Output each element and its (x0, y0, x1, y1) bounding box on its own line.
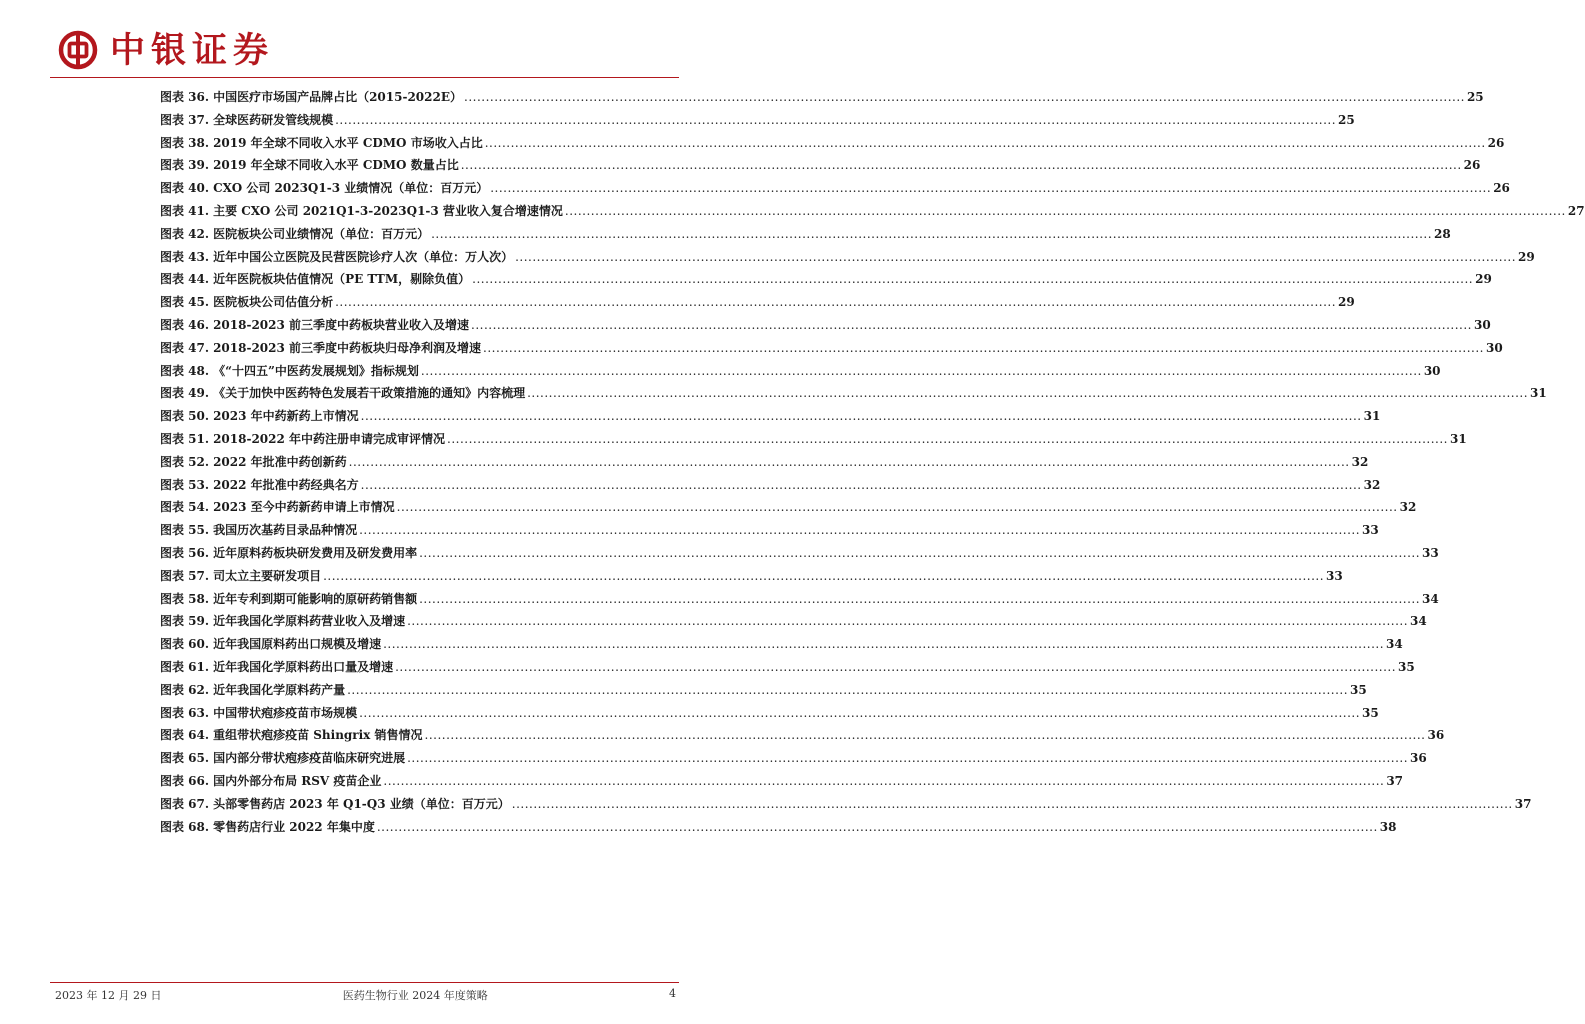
toc-leader-dots (447, 428, 1448, 451)
toc-entry-title: 近年医院板块估值情况（PE TTM，剔除负值） (213, 272, 471, 287)
toc-entry-page: 31 (1530, 386, 1547, 401)
toc-entry-title: 2022 年批准中药创新药 (213, 454, 347, 469)
toc-entry-title: 2022 年批准中药经典名方 (213, 477, 359, 492)
toc-entry-title: 国内外部分布局 RSV 疫苗企业 (213, 773, 382, 788)
toc-entry-page: 26 (1463, 158, 1481, 173)
toc-leader-dots (490, 177, 1491, 200)
toc-entry-title: 2023 年中药新药上市情况 (213, 409, 359, 424)
toc-leader-dots (527, 382, 1528, 405)
footer-report-title: 医药生物行业 2024 年度策略 (342, 989, 488, 1002)
toc-entry-label: 图表 49. (160, 386, 210, 401)
toc-leader-dots (359, 702, 1360, 725)
bank-of-china-logo-icon (58, 30, 98, 70)
toc-leader-dots (461, 154, 1462, 177)
toc-entry-label: 图表 44. (160, 272, 210, 287)
toc-entry-label: 图表 57. (160, 568, 210, 583)
toc-entry-title: 医院板块公司业绩情况（单位：百万元） (213, 226, 430, 241)
toc-entry-label: 图表 37. (160, 112, 210, 127)
toc-entry-label: 图表 51. (160, 431, 210, 446)
toc-entry-label: 图表 59. (160, 614, 210, 629)
toc-entry-label: 图表 47. (160, 340, 210, 355)
toc-entry-title: 近年我国化学原料药出口量及增速 (213, 659, 394, 674)
toc-entry-label: 图表 39. (160, 158, 210, 173)
toc-entry-label: 图表 54. (160, 500, 210, 515)
toc-leader-dots (565, 200, 1566, 223)
toc-entry-label: 图表 38. (160, 135, 210, 150)
toc-entry-page: 33 (1422, 545, 1439, 560)
toc-entry[interactable] (160, 747, 1427, 770)
toc-entry[interactable] (160, 223, 1451, 246)
toc-entry-page: 31 (1363, 409, 1381, 424)
toc-entry-page: 36 (1427, 728, 1445, 743)
toc-entry[interactable] (160, 200, 1585, 223)
toc-entry-page: 33 (1362, 523, 1379, 538)
toc-entry-page: 37 (1386, 773, 1404, 788)
toc-entry-title: 重组带状疱疹疫苗 Shingrix 销售情况 (213, 728, 423, 743)
toc-entry-page: 38 (1379, 819, 1397, 834)
toc-leader-dots (361, 405, 1362, 428)
toc-entry-page: 26 (1487, 135, 1505, 150)
toc-leader-dots (431, 223, 1432, 246)
toc-entry-page: 30 (1485, 340, 1503, 355)
toc-leader-dots (383, 633, 1384, 656)
toc-entry[interactable] (160, 268, 1492, 291)
toc-entry[interactable] (160, 451, 1369, 474)
toc-entry[interactable] (160, 177, 1510, 200)
toc-entry[interactable] (160, 724, 1445, 747)
brand-name: 中银证券 (110, 31, 275, 71)
toc-entry[interactable] (160, 382, 1547, 405)
toc-entry-title: 2023 至今中药新药申请上市情况 (213, 500, 395, 515)
toc-entry-title: 医院板块公司估值分析 (213, 295, 334, 310)
toc-entry-title: 中国医疗市场国产品牌占比（2015-2022E） (213, 90, 462, 104)
toc-entry-page: 35 (1350, 682, 1367, 697)
toc-entry-page: 28 (1434, 226, 1451, 241)
toc-entry-page: 29 (1338, 295, 1355, 310)
toc-leader-dots (347, 679, 1348, 702)
figure-list (160, 86, 1585, 838)
toc-entry[interactable] (160, 474, 1381, 497)
toc-entry-label: 图表 61. (160, 659, 210, 674)
toc-leader-dots (335, 291, 1336, 314)
toc-leader-dots (419, 542, 1420, 565)
toc-leader-dots (515, 246, 1516, 269)
toc-entry[interactable] (160, 314, 1491, 337)
toc-entry[interactable] (160, 246, 1535, 269)
toc-leader-dots (483, 337, 1484, 360)
toc-entry-label: 图表 66. (160, 773, 210, 788)
toc-entry-page: 35 (1398, 659, 1415, 674)
toc-entry[interactable] (160, 86, 1484, 109)
toc-entry-title: 近年我国化学原料药营业收入及增速 (213, 614, 406, 629)
toc-entry[interactable] (160, 656, 1415, 679)
toc-leader-dots (407, 610, 1408, 633)
toc-entry-title: 《“十四五”中医药发展规划》指标规划 (213, 363, 419, 378)
toc-entry-label: 图表 63. (160, 705, 210, 720)
footer-date: 2023 年 12 月 29 日 (55, 989, 162, 1002)
toc-entry-page: 30 (1423, 363, 1441, 378)
toc-entry[interactable] (160, 109, 1355, 132)
toc-entry-label: 图表 65. (160, 751, 210, 766)
toc-entry-label: 图表 45. (160, 295, 210, 310)
toc-entry-label: 图表 40. (160, 181, 210, 196)
toc-entry-title: 2019 年全球不同收入水平 CDMO 市场收入占比 (213, 135, 483, 150)
toc-entry-title: 司太立主要研发项目 (213, 568, 322, 583)
toc-entry-label: 图表 68. (160, 819, 210, 834)
toc-entry-page: 26 (1493, 181, 1510, 196)
toc-entry-title: 近年我国原料药出口规模及增速 (213, 637, 382, 652)
toc-entry[interactable] (160, 679, 1367, 702)
toc-entry[interactable] (160, 793, 1532, 816)
toc-entry-page: 32 (1399, 500, 1417, 515)
toc-entry[interactable] (160, 291, 1355, 314)
toc-entry-label: 图表 67. (160, 796, 210, 811)
toc-entry-page: 27 (1567, 203, 1585, 218)
toc-leader-dots (323, 565, 1324, 588)
toc-entry-page: 33 (1326, 568, 1343, 583)
toc-leader-dots (407, 747, 1408, 770)
toc-leader-dots (471, 314, 1472, 337)
toc-entry[interactable] (160, 816, 1397, 839)
toc-entry[interactable] (160, 770, 1404, 793)
page-footer (55, 987, 676, 1003)
toc-entry-label: 图表 46. (160, 317, 210, 332)
toc-entry-page: 25 (1466, 90, 1484, 104)
toc-leader-dots (359, 519, 1360, 542)
toc-leader-dots (377, 816, 1378, 839)
toc-leader-dots (512, 793, 1513, 816)
toc-leader-dots (419, 588, 1420, 611)
toc-entry-title: 国内部分带状疱疹疫苗临床研究进展 (213, 751, 406, 766)
toc-entry-page: 31 (1449, 431, 1467, 446)
toc-entry-label: 图表 50. (160, 409, 210, 424)
toc-leader-dots (383, 770, 1384, 793)
toc-entry-label: 图表 58. (160, 591, 210, 606)
toc-entry-label: 图表 56. (160, 545, 210, 560)
toc-entry-label: 图表 62. (160, 682, 210, 697)
toc-entry-title: 2018-2022 年中药注册申请完成审评情况 (213, 431, 446, 446)
page-header (50, 28, 680, 78)
toc-leader-dots (361, 474, 1362, 497)
toc-entry-label: 图表 42. (160, 226, 210, 241)
toc-entry[interactable] (160, 519, 1379, 542)
toc-entry-label: 图表 60. (160, 637, 210, 652)
toc-entry-page: 34 (1422, 591, 1439, 606)
toc-entry-title: 《关于加快中医药特色发展若干政策措施的通知》内容梳理 (213, 386, 526, 401)
toc-entry-page: 37 (1514, 796, 1532, 811)
toc-leader-dots (464, 86, 1465, 109)
toc-leader-dots (472, 268, 1473, 291)
toc-leader-dots (335, 109, 1336, 132)
toc-entry-label: 图表 64. (160, 728, 210, 743)
toc-leader-dots (349, 451, 1350, 474)
toc-entry-page: 32 (1363, 477, 1381, 492)
toc-entry-title: 近年我国化学原料药产量 (213, 682, 346, 697)
toc-entry-label: 图表 53. (160, 477, 210, 492)
toc-entry-page: 35 (1362, 705, 1379, 720)
toc-entry[interactable] (160, 542, 1439, 565)
toc-entry[interactable] (160, 360, 1441, 383)
toc-entry-page: 34 (1386, 637, 1403, 652)
toc-entry-label: 图表 41. (160, 203, 210, 218)
toc-entry-title: 中国带状疱疹疫苗市场规模 (213, 705, 358, 720)
toc-entry[interactable] (160, 633, 1403, 656)
toc-entry-label: 图表 48. (160, 363, 210, 378)
toc-entry-page: 29 (1475, 272, 1492, 287)
toc-entry-page: 25 (1338, 112, 1355, 127)
toc-entry-title: 近年专利到期可能影响的原研药销售额 (213, 591, 418, 606)
toc-leader-dots (395, 656, 1396, 679)
toc-entry[interactable] (160, 496, 1417, 519)
footer-page-number: 4 (668, 987, 676, 1000)
toc-entry-title: 近年中国公立医院及民营医院诊疗人次（单位：万人次） (213, 249, 514, 264)
toc-entry-page: 30 (1473, 317, 1491, 332)
toc-entry[interactable] (160, 428, 1467, 451)
toc-entry-title: 我国历次基药目录品种情况 (213, 523, 358, 538)
toc-entry-title: 2018-2023 前三季度中药板块归母净利润及增速 (213, 340, 482, 355)
toc-leader-dots (421, 360, 1422, 383)
toc-entry-title: 头部零售药店 2023 年 Q1-Q3 业绩（单位：百万元） (213, 796, 510, 811)
toc-entry[interactable] (160, 610, 1427, 633)
toc-entry-page: 29 (1518, 249, 1535, 264)
toc-entry-title: 2018-2023 前三季度中药板块营业收入及增速 (213, 317, 470, 332)
toc-entry[interactable] (160, 405, 1381, 428)
toc-entry-title: 主要 CXO 公司 2021Q1-3-2023Q1-3 营业收入复合增速情况 (213, 203, 563, 218)
toc-entry-page: 34 (1410, 614, 1427, 629)
toc-leader-dots (397, 496, 1398, 519)
toc-entry-page: 32 (1351, 454, 1369, 469)
toc-entry-label: 图表 55. (160, 523, 210, 538)
toc-entry[interactable] (160, 588, 1439, 611)
toc-entry-label: 图表 52. (160, 454, 210, 469)
toc-entry-title: 2019 年全球不同收入水平 CDMO 数量占比 (213, 158, 459, 173)
toc-leader-dots (425, 724, 1426, 747)
toc-entry[interactable] (160, 565, 1343, 588)
toc-entry-title: CXO 公司 2023Q1-3 业绩情况（单位：百万元） (213, 181, 489, 196)
toc-leader-dots (485, 132, 1486, 155)
toc-entry-title: 近年原料药板块研发费用及研发费用率 (213, 545, 418, 560)
toc-entry[interactable] (160, 702, 1379, 725)
toc-entry-title: 零售药店行业 2022 年集中度 (213, 819, 375, 834)
footer-divider (50, 982, 679, 983)
toc-entry[interactable] (160, 154, 1481, 177)
toc-entry[interactable] (160, 337, 1503, 360)
toc-entry-page: 36 (1410, 751, 1427, 766)
toc-entry[interactable] (160, 132, 1505, 155)
toc-entry-label: 图表 43. (160, 249, 210, 264)
toc-entry-title: 全球医药研发管线规模 (213, 112, 334, 127)
header-divider (50, 77, 679, 78)
toc-entry-label: 图表 36. (160, 90, 210, 104)
